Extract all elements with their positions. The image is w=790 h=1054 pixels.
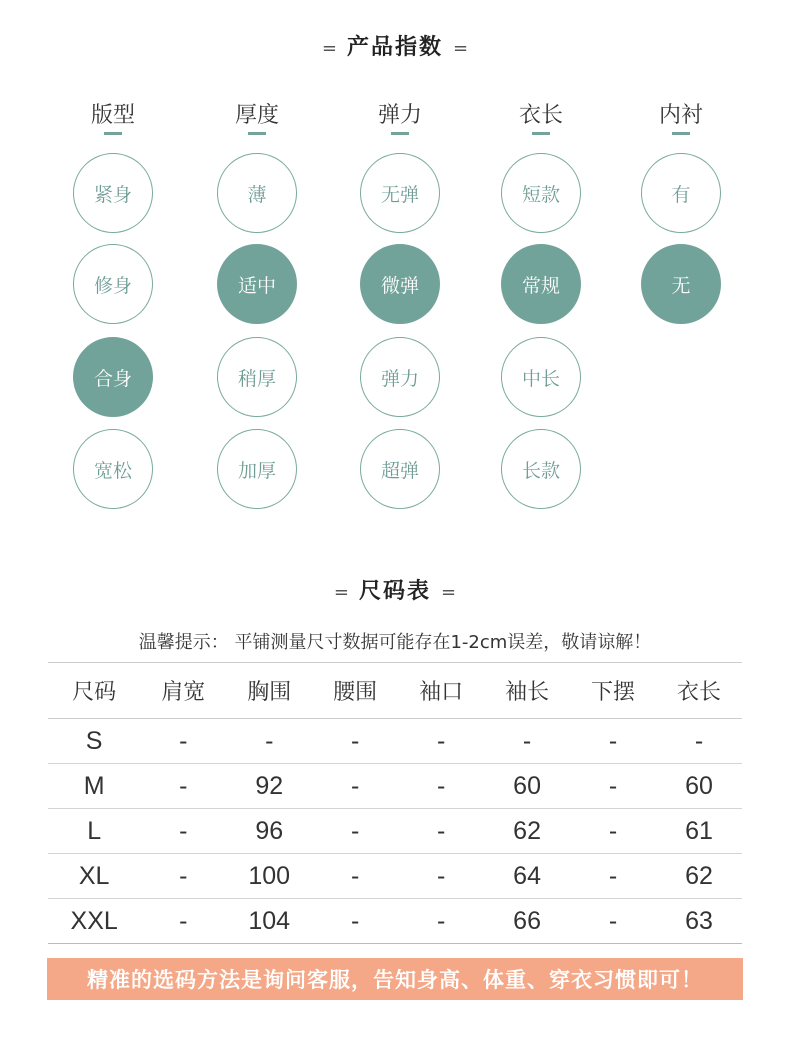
size-value-cell: 60 <box>656 764 742 809</box>
product-index-title-text: 产品指数 <box>346 35 443 60</box>
size-value-cell: - <box>656 719 742 764</box>
table-row <box>48 854 742 899</box>
index-option: 加厚 <box>217 429 297 509</box>
size-table-header-cell: 袖口 <box>398 663 484 719</box>
size-value-cell: - <box>570 899 656 944</box>
index-option: 稍厚 <box>217 337 297 417</box>
index-column-header: 版型 <box>90 103 135 128</box>
index-option-selected: 微弹 <box>360 244 440 324</box>
size-table-header-cell: 下摆 <box>570 663 656 719</box>
index-option: 超弹 <box>360 429 440 509</box>
index-column-underline <box>391 132 409 135</box>
size-value-cell: 62 <box>656 854 742 899</box>
table-row <box>48 899 742 944</box>
size-advice-banner: 精准的选码方法是询问客服，告知身高、体重、穿衣习惯即可！ <box>47 958 743 1000</box>
index-option: 修身 <box>73 244 153 324</box>
size-value-cell: 104 <box>226 899 312 944</box>
index-option: 紧身 <box>73 153 153 233</box>
size-table-header-cell: 肩宽 <box>140 663 226 719</box>
size-value-cell: - <box>570 764 656 809</box>
size-table <box>48 662 742 944</box>
index-option-selected: 合身 <box>73 337 153 417</box>
size-value-cell: 100 <box>226 854 312 899</box>
size-value-cell: 61 <box>656 809 742 854</box>
size-value-cell: - <box>570 719 656 764</box>
size-label-cell: S <box>48 719 140 764</box>
size-value-cell: - <box>140 719 226 764</box>
size-value-cell: 92 <box>226 764 312 809</box>
size-label-cell: XL <box>48 854 140 899</box>
size-label-cell: XXL <box>48 899 140 944</box>
size-value-cell: 96 <box>226 809 312 854</box>
size-notice: 温馨提示： 平铺测量尺寸数据可能存在1-2cm误差，敬请谅解！ <box>138 632 652 653</box>
size-value-cell: 60 <box>484 764 570 809</box>
size-label-cell: M <box>48 764 140 809</box>
index-column-underline <box>104 132 122 135</box>
index-column-underline <box>672 132 690 135</box>
title-decor-right: = <box>453 38 469 59</box>
title-decor-right: = <box>441 582 457 603</box>
size-value-cell: 63 <box>656 899 742 944</box>
size-value-cell: 64 <box>484 854 570 899</box>
size-value-cell: - <box>398 854 484 899</box>
size-value-cell: - <box>140 899 226 944</box>
table-row <box>48 719 742 764</box>
index-option: 长款 <box>501 429 581 509</box>
size-value-cell: - <box>140 764 226 809</box>
size-table-header-cell: 胸围 <box>226 663 312 719</box>
index-option-selected: 常规 <box>501 244 581 324</box>
size-value-cell: - <box>312 764 398 809</box>
size-table-header-cell: 衣长 <box>656 663 742 719</box>
size-value-cell: - <box>140 854 226 899</box>
index-option: 中长 <box>501 337 581 417</box>
size-value-cell: - <box>398 719 484 764</box>
size-value-cell: - <box>312 719 398 764</box>
size-label-cell: L <box>48 809 140 854</box>
size-table-header-row <box>48 663 742 719</box>
index-option-selected: 无 <box>641 244 721 324</box>
index-option: 弹力 <box>360 337 440 417</box>
size-value-cell: 66 <box>484 899 570 944</box>
size-value-cell: - <box>398 764 484 809</box>
title-decor-left: = <box>321 38 337 59</box>
product-index-title <box>0 30 790 61</box>
size-table-header-cell: 腰围 <box>312 663 398 719</box>
index-column-underline <box>532 132 550 135</box>
size-value-cell: - <box>398 809 484 854</box>
index-column-header: 弹力 <box>377 103 422 128</box>
index-option: 宽松 <box>73 429 153 509</box>
table-row <box>48 809 742 854</box>
size-value-cell: - <box>570 854 656 899</box>
size-value-cell: - <box>312 899 398 944</box>
index-option-selected: 适中 <box>217 244 297 324</box>
size-chart-title-text: 尺码表 <box>358 579 431 604</box>
index-column-header: 厚度 <box>234 103 279 128</box>
size-table-header-cell: 尺码 <box>48 663 140 719</box>
size-chart-title <box>0 574 790 605</box>
size-table-header-cell: 袖长 <box>484 663 570 719</box>
size-table-body <box>48 719 742 944</box>
size-value-cell: - <box>312 809 398 854</box>
table-row <box>48 764 742 809</box>
size-value-cell: 62 <box>484 809 570 854</box>
index-column-header: 内衬 <box>658 103 703 128</box>
size-value-cell: - <box>226 719 312 764</box>
size-value-cell: - <box>140 809 226 854</box>
index-option: 短款 <box>501 153 581 233</box>
size-value-cell: - <box>570 809 656 854</box>
size-value-cell: - <box>398 899 484 944</box>
index-column-header: 衣长 <box>518 103 563 128</box>
size-value-cell: - <box>484 719 570 764</box>
index-option: 薄 <box>217 153 297 233</box>
index-option: 无弹 <box>360 153 440 233</box>
size-value-cell: - <box>312 854 398 899</box>
index-column-underline <box>248 132 266 135</box>
index-option: 有 <box>641 153 721 233</box>
title-decor-left: = <box>333 582 349 603</box>
